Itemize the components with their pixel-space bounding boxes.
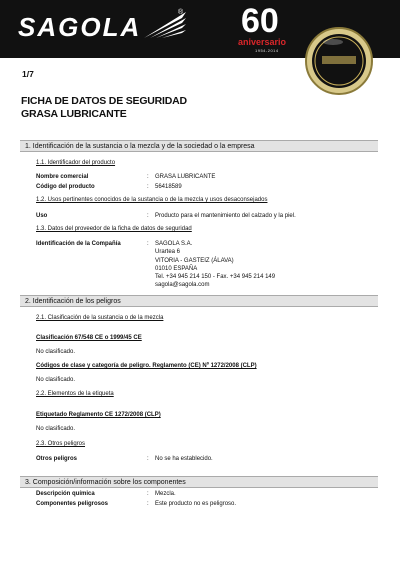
registered-mark: ® [178, 9, 184, 16]
section-1-heading: 1. Identificación de la sustancia o la mezcla y de la sociedad o la empresa [20, 140, 378, 152]
other-hazards-value: No se ha establecido. [155, 456, 213, 462]
company-city: VITORIA - GASTEIZ (ÁLAVA) [155, 257, 234, 264]
classification-value: No clasificado. [36, 349, 76, 355]
document-title [21, 95, 187, 121]
hazard-codes-heading: Códigos de clase y categoría de peligro. Reglamento (CE) Nº 1272/2008 (CLP) [36, 363, 257, 369]
product-code-value: 56418589 [155, 184, 182, 190]
title-line-1: FICHA DE DATOS DE SEGURIDAD [21, 95, 187, 107]
subsection-2-1: 2.1. Clasificación de la sustancia o de la mezcla [36, 315, 164, 321]
company-name: SAGOLA S.A. [155, 241, 193, 247]
company-phone: Tel. +34 945 214 150 - Fax. +34 945 214 149 [155, 274, 276, 281]
labelling-heading: Etiquetado Reglamento CE 1272/2008 (CLP) [36, 412, 161, 418]
hazardous-components-label: Componentes peligrosos [36, 501, 109, 507]
other-hazards-label: Otros peligros [36, 456, 78, 462]
anniversary-word: aniversario [238, 37, 287, 47]
subsection-1-1: 1.1. Identificador del producto [36, 160, 116, 166]
colon: : [147, 184, 149, 190]
subsection-2-3: 2.3. Otros peligros [36, 441, 86, 447]
subsection-1-3: 1.3. Datos del proveedor de la ficha de datos de seguridad [36, 226, 192, 232]
product-code-label: Código del producto [36, 184, 95, 190]
title-line-2: GRASA LUBRICANTE [21, 108, 127, 120]
page-number: 1/7 [22, 69, 34, 79]
colon: : [147, 491, 149, 497]
company-email[interactable]: sagola@sagola.com [155, 282, 210, 289]
colon: : [147, 241, 149, 247]
company-label: Identificación de la Compañía [36, 241, 121, 247]
classification-heading: Clasificación 67/548 CE o 1999/45 CE [36, 335, 142, 341]
colon: : [147, 456, 149, 462]
subsection-2-2: 2.2. Elementos de la etiqueta [36, 391, 114, 397]
anniversary-years: 1954-2014 [255, 48, 279, 53]
hazardous-components-value: Este producto no es peligroso. [155, 501, 237, 507]
colon: : [147, 174, 149, 180]
chemical-description-value: Mezcla. [155, 491, 176, 497]
anniversary-number: 60 [241, 2, 279, 40]
use-label: Uso [36, 213, 48, 219]
commercial-name-label: Nombre comercial [36, 174, 89, 180]
company-logo: SAGOLA [18, 12, 142, 42]
section-3-heading: 3. Composición/información sobre los componentes [20, 476, 378, 488]
hazard-codes-value: No clasificado. [36, 377, 76, 383]
company-details [155, 240, 275, 290]
colon: : [147, 213, 149, 219]
subsection-1-2: 1.2. Usos pertinentes conocidos de la sustancia o de la mezcla y usos desaconsejados [36, 197, 268, 203]
section-2-heading: 2. Identificación de los peligros [20, 295, 378, 307]
colon: : [147, 501, 149, 507]
commercial-name-value: GRASA LUBRICANTE [155, 174, 216, 180]
company-street: Urartea 6 [155, 249, 181, 256]
labelling-value: No clasificado. [36, 426, 76, 432]
use-value: Producto para el mantenimiento del calzado y la piel. [155, 213, 296, 219]
chemical-description-label: Descripción química [36, 491, 95, 497]
company-postal: 01010 ESPAÑA [155, 265, 198, 272]
product-tin-image [298, 20, 380, 102]
